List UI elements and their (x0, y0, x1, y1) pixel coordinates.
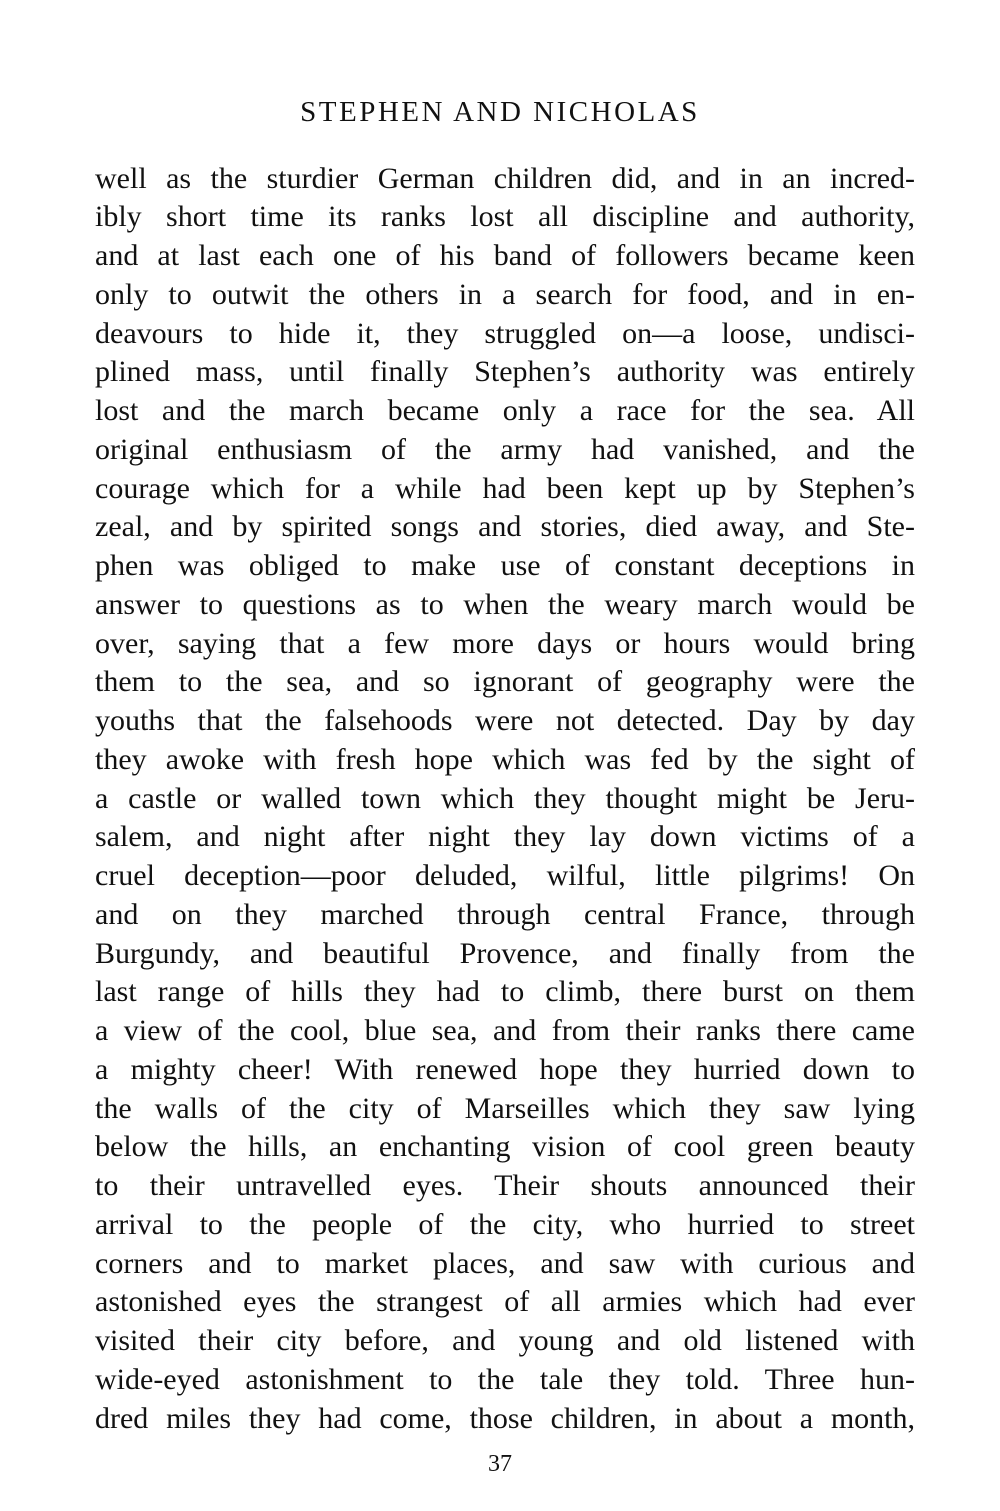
text-line: plined mass, until finally Stephen’s authority was entirely (95, 355, 915, 389)
text-line: phen was obliged to make use of constant deceptions in (95, 549, 915, 583)
text-line: Burgundy, and beautiful Provence, and finally from the (95, 936, 915, 970)
text-line: salem, and night after night they lay down victims of a (95, 820, 915, 854)
page-number: 37 (488, 1451, 512, 1477)
text-line: over, saying that a few more days or hours would bring (95, 626, 915, 660)
text-line: them to the sea, and so ignorant of geography were the (95, 665, 915, 699)
text-line: original enthusiasm of the army had vanished, and the (95, 432, 915, 466)
text-line: well as the sturdier German children did, and in an incred- (95, 161, 915, 195)
text-line: a mighty cheer! With renewed hope they hurried down to (95, 1052, 915, 1086)
text-line: the walls of the city of Marseilles which they saw lying (95, 1091, 915, 1125)
text-line: lost and the march became only a race for the sea. All (95, 394, 915, 428)
text-line: deavours to hide it, they struggled on—a loose, undisci- (95, 316, 915, 350)
body-text (95, 160, 915, 1439)
text-line: youths that the falsehoods were not detected. Day by day (95, 704, 915, 738)
text-line: and on they marched through central France, through (95, 897, 915, 931)
text-line: below the hills, an enchanting vision of cool green beauty (95, 1130, 915, 1164)
text-line: visited their city before, and young and old listened with (95, 1324, 915, 1358)
text-line: dred miles they had come, those children, in about a month, (95, 1401, 915, 1435)
text-line: arrival to the people of the city, who hurried to street (95, 1207, 915, 1241)
text-line: ibly short time its ranks lost all discipline and authority, (95, 200, 915, 234)
text-line: a view of the cool, blue sea, and from their ranks there came (95, 1014, 915, 1048)
text-line: last range of hills they had to climb, there burst on them (95, 975, 915, 1009)
text-line: astonished eyes the strangest of all armies which had ever (95, 1285, 915, 1319)
running-head: STEPHEN AND NICHOLAS (300, 96, 700, 128)
text-line: wide-eyed astonishment to the tale they told. Three hun- (95, 1362, 915, 1396)
text-line: corners and to market places, and saw with curious and (95, 1246, 915, 1280)
text-line: courage which for a while had been kept up by Stephen’s (95, 471, 915, 505)
text-line: cruel deception—poor deluded, wilful, little pilgrims! On (95, 859, 915, 893)
text-line: answer to questions as to when the weary march would be (95, 587, 915, 621)
text-line: to their untravelled eyes. Their shouts announced their (95, 1169, 915, 1203)
text-line: only to outwit the others in a search for food, and in en- (95, 277, 915, 311)
text-line: a castle or walled town which they thought might be Jeru- (95, 781, 915, 815)
text-line: and at last each one of his band of followers became keen (95, 239, 915, 273)
text-line: they awoke with fresh hope which was fed by the sight of (95, 742, 915, 776)
text-line: zeal, and by spirited songs and stories, died away, and Ste- (95, 510, 915, 544)
